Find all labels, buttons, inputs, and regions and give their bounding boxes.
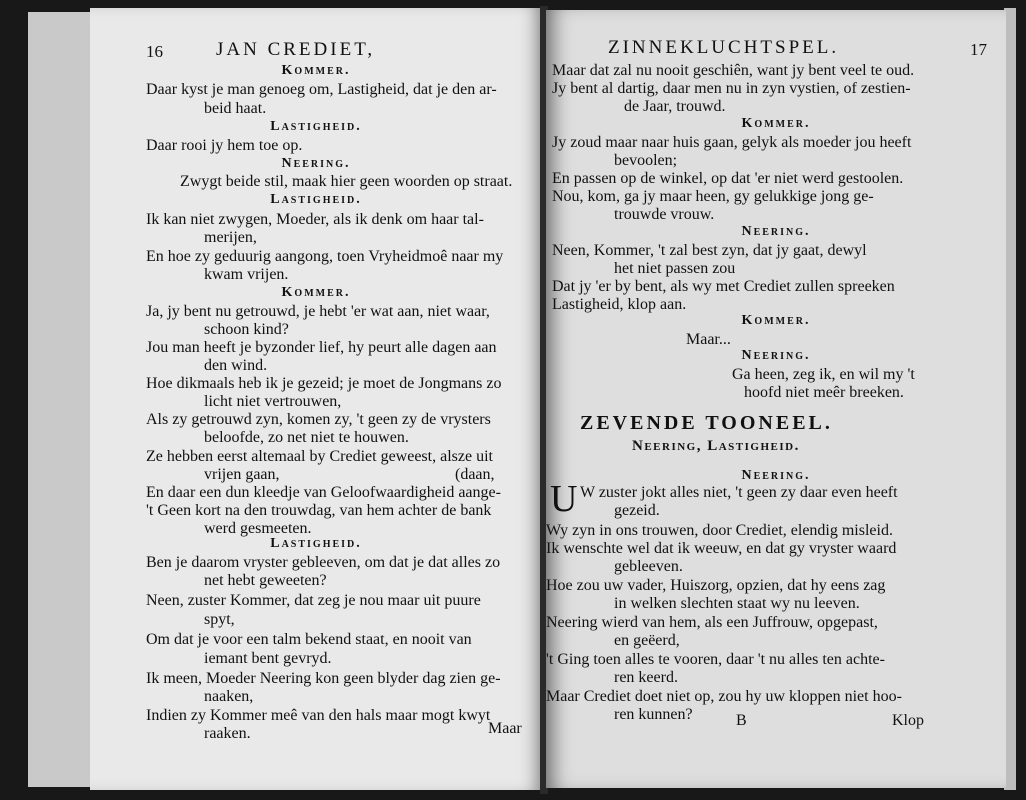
running-header: JAN CREDIET,	[216, 39, 376, 60]
catchword: Klop	[892, 712, 924, 729]
verse-line: Om dat je voor een talm bekend staat, en nooit van	[146, 631, 472, 648]
verse-line: Wy zyn in ons trouwen, door Crediet, elendig misleid.	[546, 522, 893, 539]
verse-line: Indien zy Kommer meê van den hals maar mogt kwyt	[146, 707, 491, 724]
verse-line: En passen op de winkel, op dat 'er niet werd gestoolen.	[552, 170, 904, 187]
verse-line: En hoe zy geduurig aangong, toen Vryheidmoê naar my	[146, 248, 504, 265]
verse-line: Ben je daarom vryster gebleeven, om dat je dat alles zo	[146, 554, 501, 571]
left-page	[90, 8, 542, 790]
verse-line: Ze hebben eerst altemaal by Crediet geweest, alsze uit	[146, 448, 493, 465]
verse-line: En daar een dun kleedje van Geloofwaardigheid aange-	[146, 484, 501, 501]
verse-line: Daar rooi jy hem toe op.	[146, 137, 303, 154]
scene-title: ZEVENDE TOONEEL.	[580, 412, 833, 434]
right-page	[546, 10, 1006, 788]
verse-line: merijen,	[204, 229, 257, 246]
signature-mark: B	[736, 712, 747, 729]
speaker-label: Kommer.	[281, 285, 351, 300]
verse-line: Ik kan niet zwygen, Moeder, als ik denk om haar tal-	[146, 211, 484, 228]
verse-line: Maar dat zal nu nooit geschiên, want jy bent veel te oud.	[552, 62, 915, 79]
verse-line: Ga heen, zeg ik, en wil my 't	[732, 366, 915, 383]
page-number: 17	[970, 40, 987, 59]
speaker-label: Lastigheid.	[270, 536, 362, 551]
speaker-label: Kommer.	[741, 313, 811, 328]
verse-line: Jy zoud maar naar huis gaan, gelyk als moeder jou heeft	[552, 134, 912, 151]
speaker-label: Neering.	[741, 468, 811, 483]
speaker-label: Neering.	[281, 156, 351, 171]
verse-line: Lastigheid, klop aan.	[552, 296, 687, 313]
speaker-label: Neering.	[741, 348, 811, 363]
verse-line: Neen, Kommer, 't zal best zyn, dat jy gaat, dewyl	[552, 242, 867, 259]
verse-line: beloofde, zo net niet te houwen.	[204, 429, 409, 446]
speaker-label: Lastigheid.	[270, 192, 362, 207]
verse-line: net hebt geweeten?	[204, 572, 327, 589]
verse-line: Maar Crediet doet niet op, zou hy uw kloppen niet hoo-	[546, 688, 902, 705]
verse-line: Hoe zou uw vader, Huiszorg, opzien, dat hy eens zag	[546, 577, 886, 594]
verse-line: Dat jy 'er by bent, als wy met Crediet zullen spreeken	[552, 278, 895, 295]
verse-line: spyt,	[204, 611, 235, 628]
running-header: ZINNEKLUCHTSPEL.	[608, 37, 840, 58]
verse-line: Ik wenschte wel dat ik weeuw, en dat gy vryster waard	[546, 540, 897, 557]
verse-line: licht niet vertrouwen,	[204, 393, 342, 410]
verse-line: hoofd niet meêr breeken.	[744, 384, 904, 401]
verse-line: schoon kind?	[204, 321, 289, 338]
verse-line: Daar kyst je man genoeg om, Lastigheid, dat je den ar-	[146, 81, 497, 98]
speaker-label: Kommer.	[281, 63, 351, 78]
verse-line: Jy bent al dartig, daar men nu in zyn vystien, of zestien-	[552, 80, 911, 97]
verse-line: iemant bent gevryd.	[204, 650, 332, 667]
verse-line: kwam vrijen.	[204, 266, 289, 283]
verse-line: Maar...	[686, 331, 731, 348]
verse-line: gezeid.	[614, 502, 660, 519]
scene-cast: Neering, Lastigheid.	[632, 438, 800, 454]
verse-line: den wind.	[204, 357, 268, 374]
verse-line: Nou, kom, ga jy maar heen, gy gelukkige jong ge-	[552, 188, 874, 205]
verse-line: werd gesmeeten.	[204, 520, 312, 537]
verse-line: vrijen gaan,	[204, 466, 280, 483]
verse-line: in welken slechten staat wy nu leeven.	[614, 595, 860, 612]
verse-line: Jou man heeft je byzonder lief, hy peurt alle dagen aan	[146, 339, 497, 356]
verse-line: en geëerd,	[614, 632, 680, 649]
verse-line: het niet passen zou	[614, 260, 736, 277]
verse-line: Neering wierd van hem, als een Juffrouw, opgepast,	[546, 614, 878, 631]
verse-line: de Jaar, trouwd.	[624, 98, 726, 115]
verse-line: Ik meen, Moeder Neering kon geen blyder dag zien ge-	[146, 670, 501, 687]
verse-line: gebleeven.	[614, 558, 683, 575]
verse-line: naaken,	[204, 688, 254, 705]
verse-line: Neen, zuster Kommer, dat zeg je nou maar uit puure	[146, 592, 481, 609]
speaker-label: Lastigheid.	[270, 119, 362, 134]
verse-line: W zuster jokt alles niet, 't geen zy daar even heeft	[580, 484, 898, 501]
page-number: 16	[146, 42, 163, 61]
verse-line: Als zy getrouwd zyn, komen zy, 't geen zy de vrysters	[146, 411, 491, 428]
verse-line: 't Ging toen alles te vooren, daar 't nu alles ten achte-	[546, 651, 885, 668]
verse-line: beid haat.	[204, 100, 267, 117]
verse-line: Zwygt beide stil, maak hier geen woorden op straat.	[180, 173, 513, 190]
verse-line: raaken.	[204, 725, 251, 742]
verse-line: Ja, jy bent nu getrouwd, je hebt 'er wat aan, niet waar,	[146, 303, 490, 320]
speaker-label: Kommer.	[741, 116, 811, 131]
verse-line: trouwde vrouw.	[614, 206, 715, 223]
verse-line: (daan,	[455, 466, 495, 483]
verse-line: Hoe dikmaals heb ik je gezeid; je moet de Jongmans zo	[146, 375, 502, 392]
drop-cap: U	[550, 478, 578, 520]
verse-line: bevoolen;	[614, 152, 678, 169]
verse-line: ren keerd.	[614, 669, 678, 686]
speaker-label: Neering.	[741, 224, 811, 239]
catchword: Maar	[488, 720, 522, 737]
verse-line: 't Geen kort na den trouwdag, van hem achter de bank	[146, 502, 492, 519]
verse-line: ren kunnen?	[614, 706, 693, 723]
